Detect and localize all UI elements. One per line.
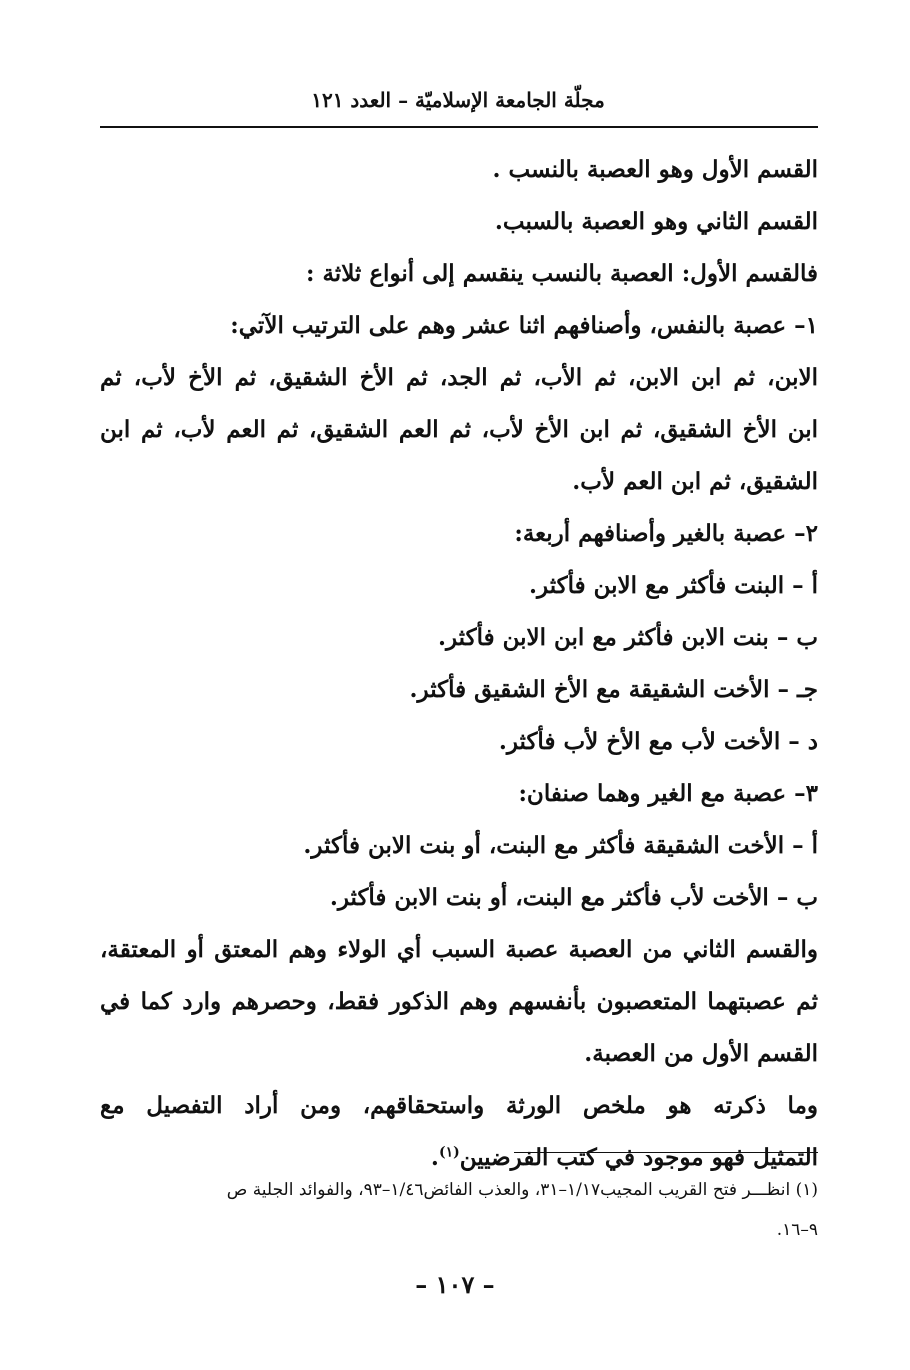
text-line: جـ – الأخت الشقيقة مع الأخ الشقيق فأكثر.	[409, 676, 818, 703]
footnote-line: ٩–١٦.	[776, 1220, 818, 1240]
header-divider	[100, 126, 818, 128]
text-line: أ – البنت فأكثر مع الابن فأكثر.	[529, 572, 818, 599]
text-line: ب – بنت الابن فأكثر مع ابن الابن فأكثر.	[437, 624, 818, 651]
footnote-line: (١) انظـــر فتح القريب المجيب١/١٧–٣١، والعذب الفائض١/٤٦–٩٣، والفوائد الجلية ص	[226, 1180, 818, 1200]
text-line: ب – الأخت لأب فأكثر مع البنت، أو بنت الابن فأكثر.	[329, 884, 818, 911]
text-line: القسم الثاني وهو العصبة بالسبب.	[494, 208, 818, 235]
sentence-end: .	[430, 1144, 439, 1171]
text-line: فالقسم الأول: العصبة بالنسب ينقسم إلى أنواع ثلاثة :	[305, 260, 818, 287]
text-line: ثم عصبتهما المتعصبون بأنفسهم وهم الذكور فقط، وحصرهم وارد كما في	[100, 988, 818, 1015]
text-line: ابن الأخ الشقيق، ثم ابن الأخ لأب، ثم العم الشقيق، ثم العم لأب، ثم ابن	[100, 416, 818, 443]
text-line: القسم الأول وهو العصبة بالنسب .	[492, 156, 818, 183]
text-line: أ – الأخت الشقيقة فأكثر مع البنت، أو بنت الابن فأكثر.	[303, 832, 818, 859]
text-line: وما ذكرته هو ملخص الورثة واستحقاقهم، ومن أراد التفصيل مع	[100, 1092, 818, 1119]
text-line: الابن، ثم ابن الابن، ثم الأب، ثم الجد، ثم الأخ الشقيق، ثم الأخ لأب، ثم	[100, 364, 818, 391]
footnote-divider	[514, 1152, 818, 1153]
text-line: التمثيل فهو موجود في كتب الفرضيين	[459, 1144, 818, 1171]
footnote-reference[interactable]: (١)	[438, 1144, 460, 1161]
text-line: د – الأخت لأب مع الأخ لأب فأكثر.	[498, 728, 818, 755]
text-line: الشقيق، ثم ابن العم لأب.	[572, 468, 818, 495]
text-line: ٣– عصبة مع الغير وهما صنفان:	[518, 780, 818, 807]
main-text	[100, 144, 818, 1184]
text-line: ١– عصبة بالنفس، وأصنافهم اثنا عشر وهم على الترتيب الآتي:	[230, 312, 818, 339]
text-line: القسم الأول من العصبة.	[584, 1040, 818, 1067]
running-header: مجلّة الجامعة الإسلاميّة – العدد ١٢١	[311, 88, 605, 112]
page-number: – ١٠٧ –	[415, 1270, 495, 1299]
text-line: والقسم الثاني من العصبة عصبة السبب أي الولاء وهم المعتق أو المعتقة،	[100, 936, 818, 963]
footnote	[100, 1170, 818, 1250]
text-line: ٢– عصبة بالغير وأصنافهم أربعة:	[514, 520, 818, 547]
